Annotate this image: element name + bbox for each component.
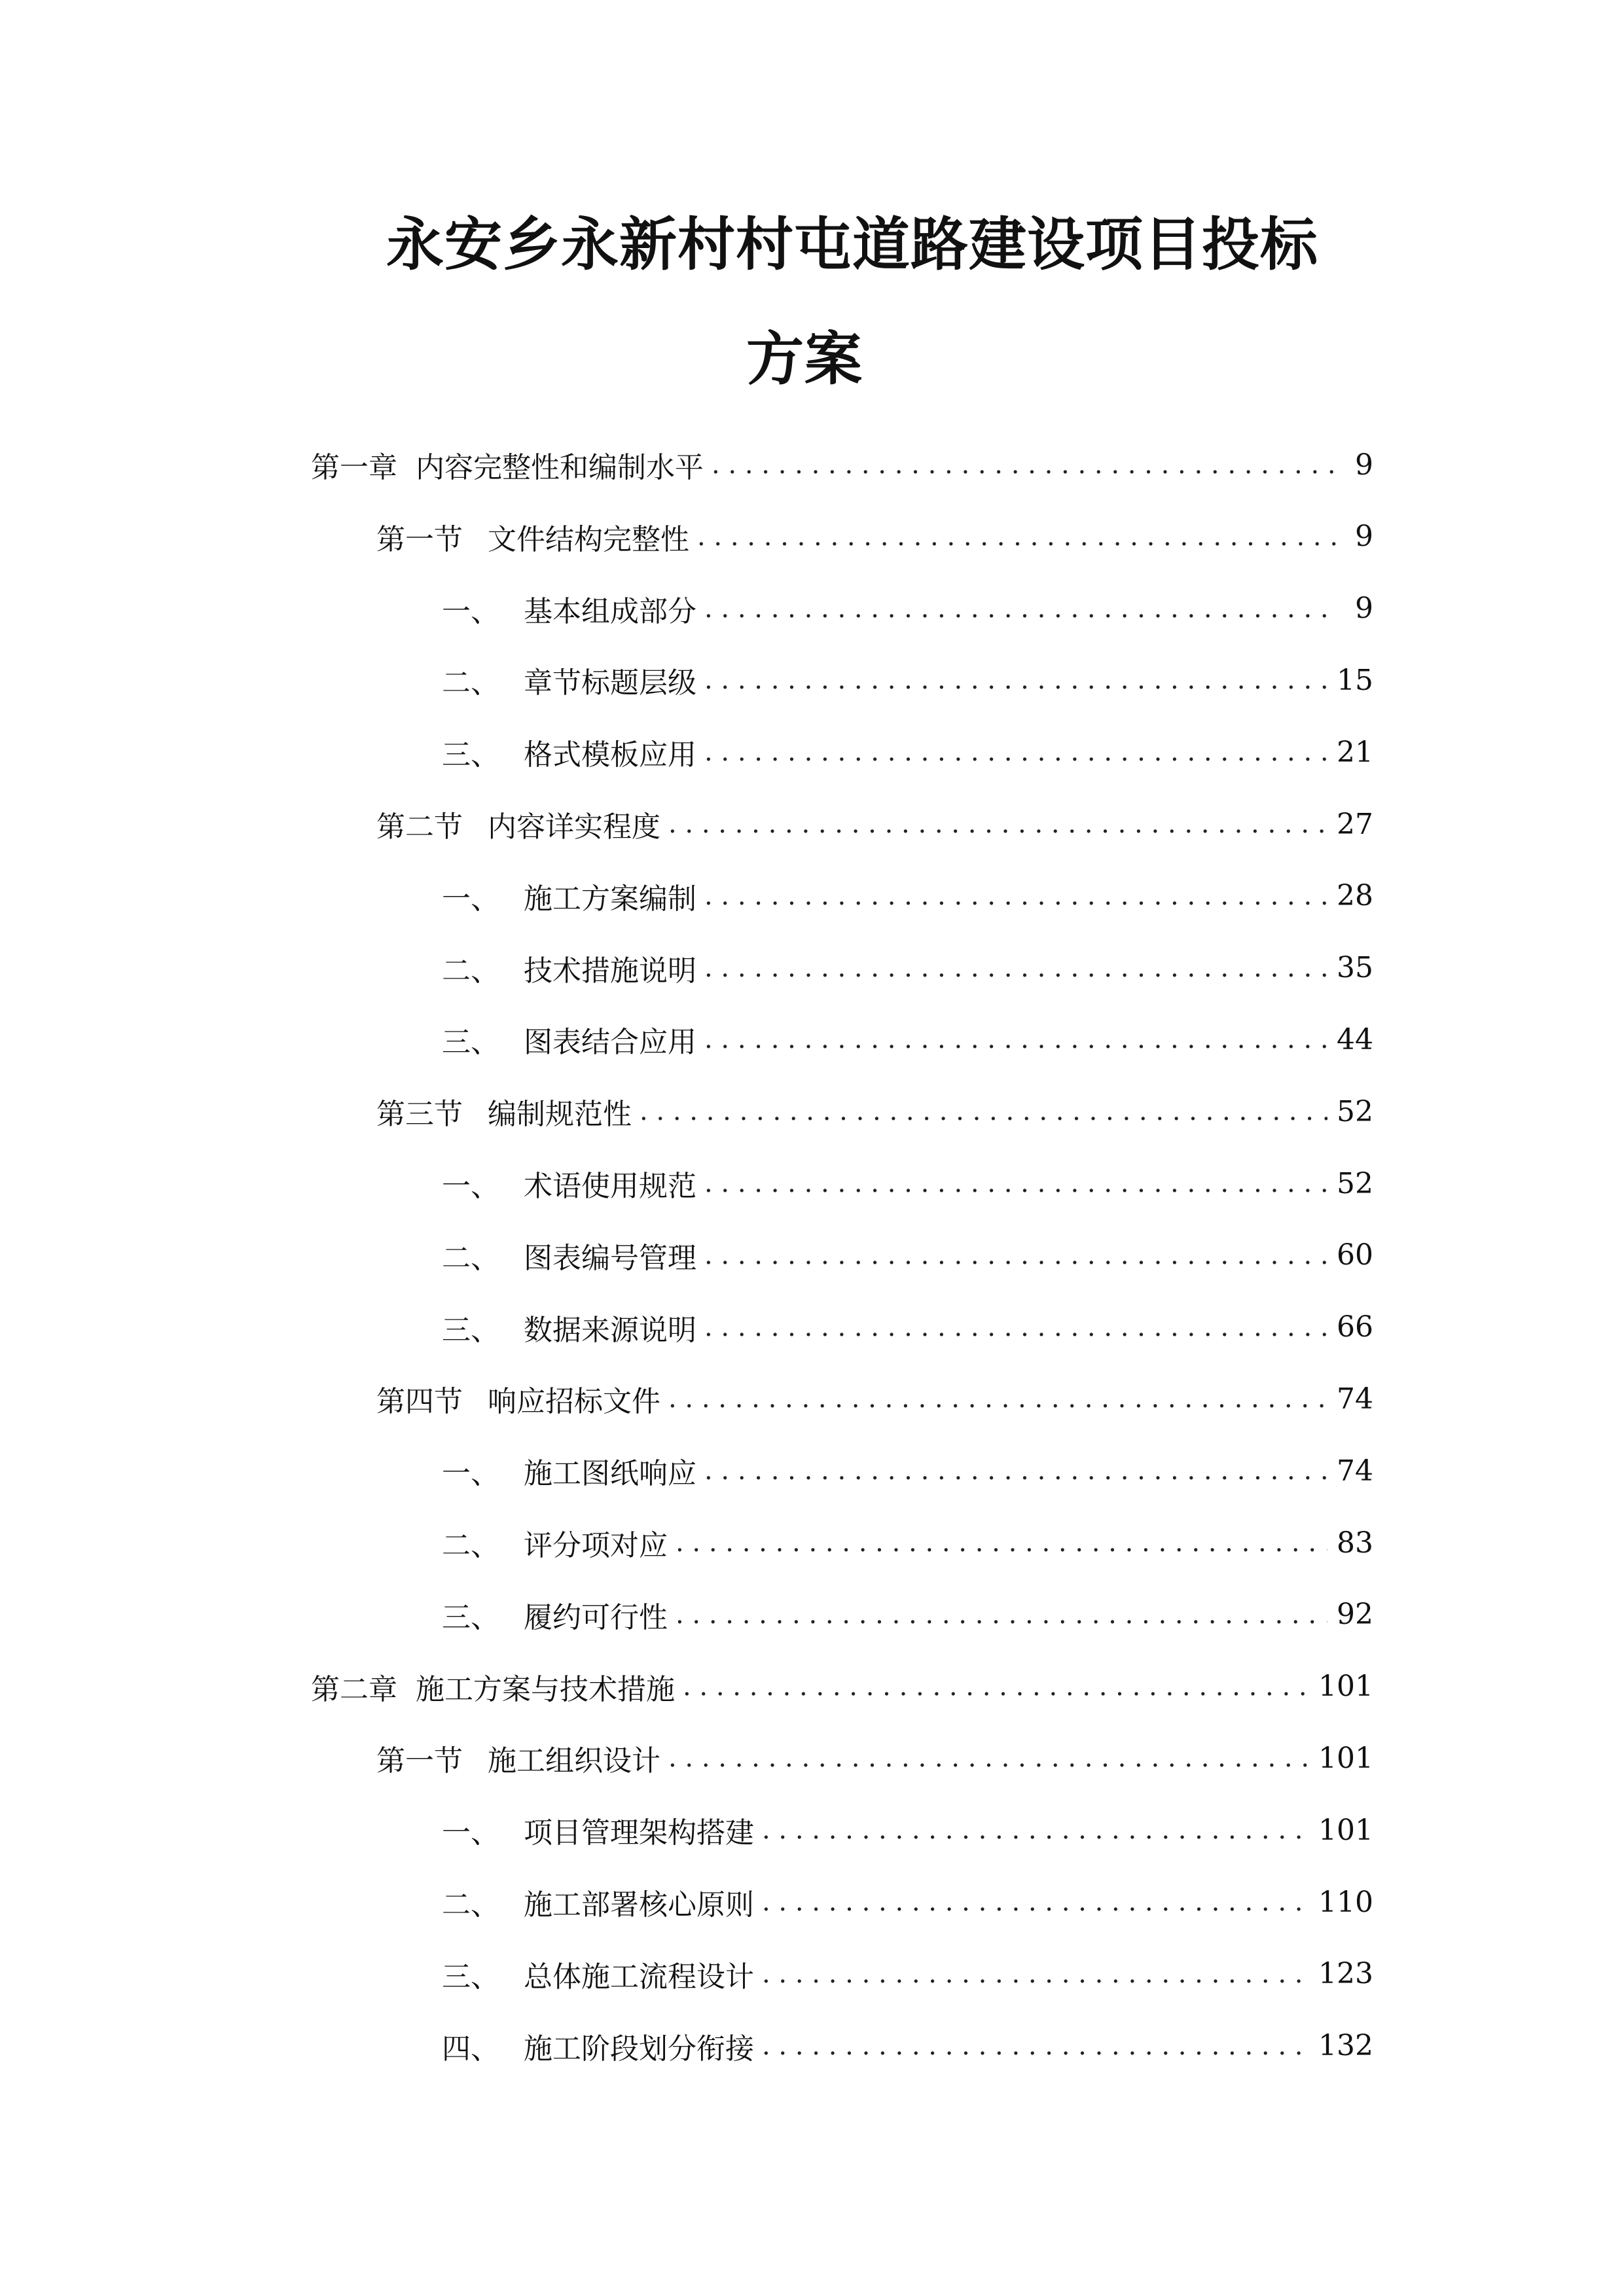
toc-entry-chapter[interactable] bbox=[311, 445, 1373, 484]
toc-entry-section[interactable] bbox=[376, 517, 1373, 556]
toc-entry-title: 响应招标文件 bbox=[488, 1385, 660, 1419]
toc-dot-leader bbox=[676, 1528, 1327, 1558]
document-title-line-2: 方案 bbox=[746, 325, 863, 393]
toc-entry-number: 二、 bbox=[442, 666, 499, 700]
toc-entry-item[interactable] bbox=[442, 1164, 1373, 1203]
toc-entry-number: 三、 bbox=[442, 1600, 499, 1634]
toc-entry-item[interactable] bbox=[442, 1523, 1373, 1562]
toc-page-number: 101 bbox=[1318, 1670, 1373, 1704]
toc-entry-item[interactable] bbox=[442, 1882, 1373, 1922]
toc-entry-number: 第一节 bbox=[376, 522, 463, 556]
toc-page-number: 9 bbox=[1355, 448, 1373, 482]
toc-dot-leader bbox=[640, 1096, 1327, 1126]
toc-dot-leader bbox=[712, 450, 1338, 480]
toc-dot-leader bbox=[704, 1312, 1327, 1342]
toc-entry-title: 履约可行性 bbox=[524, 1600, 668, 1634]
toc-entry-title: 内容详实程度 bbox=[488, 810, 660, 844]
toc-page-number: 15 bbox=[1337, 663, 1373, 697]
toc-entry-number: 二、 bbox=[442, 1241, 499, 1275]
toc-page-number: 27 bbox=[1337, 807, 1373, 841]
toc-dot-leader bbox=[704, 665, 1327, 695]
toc-entry-number: 一、 bbox=[442, 1457, 499, 1491]
toc-page-number: 110 bbox=[1318, 1885, 1373, 1919]
toc-page-number: 74 bbox=[1337, 1382, 1373, 1416]
toc-dot-leader bbox=[668, 1384, 1327, 1414]
toc-page-number: 83 bbox=[1337, 1526, 1373, 1560]
toc-dot-leader bbox=[704, 1168, 1327, 1198]
toc-entry-number: 第四节 bbox=[376, 1385, 463, 1419]
toc-page-number: 52 bbox=[1337, 1166, 1373, 1200]
toc-entry-number: 第一节 bbox=[376, 1744, 463, 1778]
toc-page-number: 60 bbox=[1337, 1238, 1373, 1272]
toc-dot-leader bbox=[668, 1743, 1309, 1773]
toc-entry-item[interactable] bbox=[442, 1020, 1373, 1059]
toc-entry-title: 编制规范性 bbox=[488, 1098, 632, 1132]
toc-entry-section[interactable] bbox=[376, 804, 1373, 844]
toc-entry-title: 技术措施说明 bbox=[524, 954, 696, 988]
toc-entry-item[interactable] bbox=[442, 1810, 1373, 1850]
toc-entry-item[interactable] bbox=[442, 876, 1373, 916]
toc-dot-leader bbox=[704, 1456, 1327, 1486]
toc-dot-leader bbox=[704, 1240, 1327, 1270]
toc-entry-section[interactable] bbox=[376, 1092, 1373, 1131]
toc-page-number: 28 bbox=[1337, 879, 1373, 913]
toc-entry-chapter[interactable] bbox=[311, 1667, 1373, 1706]
toc-entry-item[interactable] bbox=[442, 732, 1373, 772]
toc-entry-item[interactable] bbox=[442, 1451, 1373, 1490]
toc-page-number: 101 bbox=[1318, 1741, 1373, 1775]
toc-entry-title: 图表编号管理 bbox=[524, 1241, 696, 1275]
toc-entry-title: 图表结合应用 bbox=[524, 1026, 696, 1060]
toc-entry-section[interactable] bbox=[376, 1738, 1373, 1778]
toc-entry-title: 术语使用规范 bbox=[524, 1170, 696, 1203]
toc-dot-leader bbox=[762, 1959, 1309, 1989]
toc-page-number: 92 bbox=[1337, 1598, 1373, 1632]
toc-page-number: 132 bbox=[1318, 2029, 1373, 2063]
toc-entry-number: 三、 bbox=[442, 1313, 499, 1347]
toc-entry-number: 第三节 bbox=[376, 1098, 463, 1132]
toc-entry-number: 二、 bbox=[442, 954, 499, 988]
toc-dot-leader bbox=[762, 1815, 1309, 1845]
toc-page-number: 123 bbox=[1318, 1957, 1373, 1991]
toc-entry-item[interactable] bbox=[442, 948, 1373, 988]
toc-entry-number: 四、 bbox=[442, 2032, 499, 2066]
toc-entry-item[interactable] bbox=[442, 589, 1373, 628]
toc-page-number: 66 bbox=[1337, 1310, 1373, 1344]
toc-dot-leader bbox=[704, 1024, 1327, 1054]
toc-entry-number: 一、 bbox=[442, 594, 499, 628]
toc-entry-number: 二、 bbox=[442, 1888, 499, 1922]
toc-entry-number: 三、 bbox=[442, 738, 499, 772]
toc-dot-leader bbox=[683, 1672, 1309, 1702]
toc-page-number: 101 bbox=[1318, 1813, 1373, 1847]
toc-entry-number: 第一章 bbox=[311, 451, 397, 484]
toc-dot-leader bbox=[668, 809, 1327, 839]
toc-page-number: 9 bbox=[1355, 520, 1373, 554]
toc-page-number: 9 bbox=[1355, 592, 1373, 626]
toc-entry-title: 文件结构完整性 bbox=[488, 522, 689, 556]
toc-entry-number: 三、 bbox=[442, 1026, 499, 1060]
toc-page-number: 21 bbox=[1337, 735, 1373, 769]
toc-dot-leader bbox=[704, 737, 1327, 767]
toc-entry-number: 一、 bbox=[442, 1816, 499, 1850]
toc-entry-title: 数据来源说明 bbox=[524, 1313, 696, 1347]
toc-entry-title: 总体施工流程设计 bbox=[524, 1960, 754, 1994]
toc-page-number: 74 bbox=[1337, 1454, 1373, 1488]
toc-dot-leader bbox=[704, 953, 1327, 983]
toc-entry-title: 格式模板应用 bbox=[524, 738, 696, 772]
toc-entry-title: 施工阶段划分衔接 bbox=[524, 2032, 754, 2066]
toc-entry-item[interactable] bbox=[442, 1236, 1373, 1275]
toc-dot-leader bbox=[704, 881, 1327, 911]
toc-entry-title: 施工部署核心原则 bbox=[524, 1888, 754, 1922]
toc-entry-title: 章节标题层级 bbox=[524, 666, 696, 700]
toc-entry-item[interactable] bbox=[442, 1308, 1373, 1347]
toc-page-number: 52 bbox=[1337, 1094, 1373, 1128]
toc-entry-item[interactable] bbox=[442, 1954, 1373, 1994]
toc-entry-title: 施工方案编制 bbox=[524, 882, 696, 916]
document-title-line-1: 永安乡永新村村屯道路建设项目投标 bbox=[386, 211, 1319, 278]
toc-entry-item[interactable] bbox=[442, 2026, 1373, 2066]
toc-dot-leader bbox=[762, 1887, 1309, 1917]
toc-entry-item[interactable] bbox=[442, 1595, 1373, 1634]
toc-page-number: 44 bbox=[1337, 1022, 1373, 1056]
toc-entry-title: 内容完整性和编制水平 bbox=[416, 451, 704, 484]
toc-entry-title: 基本组成部分 bbox=[524, 594, 696, 628]
toc-entry-item[interactable] bbox=[442, 660, 1373, 700]
toc-entry-number: 二、 bbox=[442, 1529, 499, 1562]
toc-entry-number: 第二节 bbox=[376, 810, 463, 844]
toc-dot-leader bbox=[762, 2031, 1309, 2061]
toc-entry-title: 施工图纸响应 bbox=[524, 1457, 696, 1491]
toc-entry-number: 一、 bbox=[442, 1170, 499, 1203]
toc-entry-number: 一、 bbox=[442, 882, 499, 916]
toc-dot-leader bbox=[676, 1600, 1327, 1630]
toc-entry-title: 评分项对应 bbox=[524, 1529, 668, 1562]
toc-entry-section[interactable] bbox=[376, 1379, 1373, 1418]
toc-dot-leader bbox=[697, 522, 1338, 552]
toc-entry-number: 三、 bbox=[442, 1960, 499, 1994]
toc-page-number: 35 bbox=[1337, 951, 1373, 985]
toc-entry-title: 项目管理架构搭建 bbox=[524, 1816, 754, 1850]
toc-entry-title: 施工方案与技术措施 bbox=[416, 1672, 675, 1706]
toc-entry-number: 第二章 bbox=[311, 1672, 397, 1706]
toc-entry-title: 施工组织设计 bbox=[488, 1744, 660, 1778]
toc-dot-leader bbox=[704, 594, 1338, 624]
